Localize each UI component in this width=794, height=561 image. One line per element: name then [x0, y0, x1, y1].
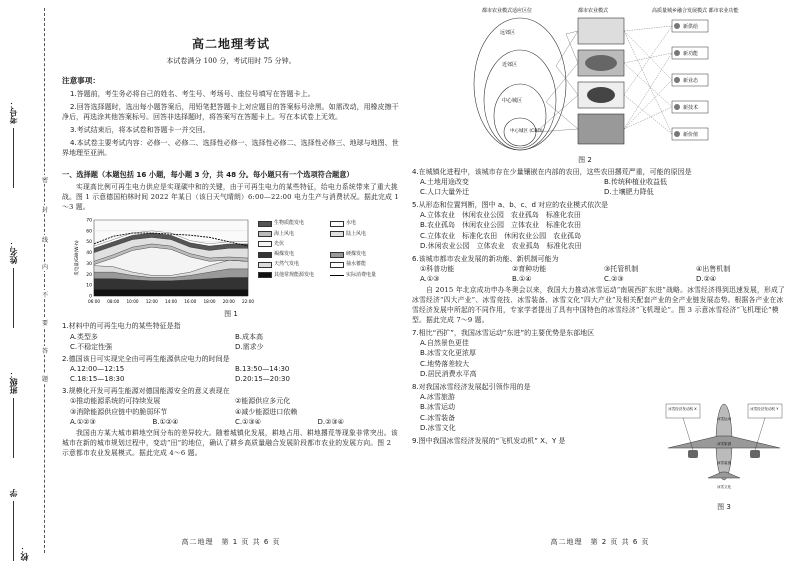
answer-option[interactable]: D.②③④ — [317, 417, 344, 426]
engine-y — [750, 450, 760, 458]
notice-heading: 注意事项： — [62, 75, 100, 85]
model-d — [578, 114, 624, 144]
answer-option[interactable]: B.农业孤岛 休闲农业公园 立体农业 标准化农田 — [420, 221, 582, 230]
legend-swatch — [258, 262, 272, 268]
label-body: 冰雪装备 — [716, 461, 732, 465]
legend-swatch — [258, 221, 272, 227]
answer-option[interactable]: ①科普功能 — [420, 264, 455, 273]
diagram-col-title: 高质量城乡融合发展模式 都市农业功能 — [652, 8, 739, 14]
legend-label: 其他常规能源发电 — [274, 271, 315, 278]
figure-3-caption: 图 3 — [717, 503, 731, 512]
legend-label: 海上风电 — [274, 230, 295, 237]
function-icon — [674, 23, 680, 29]
zone-label: 中心城区 — [502, 98, 523, 104]
x-tick-label: 22:00 — [241, 299, 255, 305]
answer-option[interactable]: D.需求少 — [235, 342, 264, 351]
model-b-shape — [585, 55, 617, 71]
legend-swatch — [330, 262, 344, 268]
answer-option[interactable]: D.冰雪文化 — [420, 424, 456, 433]
answer-options — [412, 264, 788, 274]
school-field[interactable]: 学校： — [9, 489, 29, 561]
exam-title: 高二地理考试 — [191, 37, 270, 51]
passage-1: 实现高比例可再生电力供应是实现碳中和的关键，由于可再生电力的某些特征，给电力系统带来了重大挑战。图 1 示意德国柏林时间 2022 年某日（该日天气晴朗）6:00—22:00 电力生产与消费状况。据此完成 1～3 题。 — [62, 182, 399, 211]
answer-option[interactable]: ④减少能源进口依赖 — [235, 407, 298, 416]
legend-item — [330, 231, 400, 238]
question-stem: 5.从形态和位置判断，图中 a、b、c、d 对应的农业模式依次是 — [412, 200, 609, 209]
question-stem: 8.对我国冰雪经济发展起引领作用的是 — [412, 382, 531, 391]
answer-option[interactable]: A.类型多 — [70, 332, 98, 341]
answer-options — [412, 274, 788, 284]
passage-3: 自 2015 年北京成功申办冬奥会以来，我国大力推动冰雪运动“南展西扩东进”战略。冰雪经济得到迅速发展，形成了冰雪经济“四大产业”、冰雪竞技、冰雪装备、冰雪文化“四大产业”及相关配套产业的全产业链发展态势。根据各产业在冰雪经济发展中所起的不同作用，专家学者提出了具有中国特色的冰雪经济“飞机理论”。图 3 示意冰雪经济“飞机理论”模型。据此完成 7～9 题。 — [412, 286, 786, 324]
question-stem: 2.德国该日可实现完全由可再生能源供应电力的时间是 — [62, 354, 230, 363]
answer-option[interactable]: D.土壤肥力降低 — [604, 188, 654, 197]
answer-option[interactable]: B.冰雪运动 — [420, 403, 456, 412]
answer-option[interactable]: C.不稳定性强 — [70, 342, 113, 351]
legend-swatch — [330, 252, 344, 258]
seal-word: 线 — [41, 237, 48, 244]
legend-item — [258, 272, 328, 279]
legend-label: 实际消费电量 — [346, 271, 377, 278]
figure-1 — [62, 216, 400, 308]
answer-option[interactable]: A.土地用途改变 — [420, 178, 469, 187]
zone-label: 近郊区 — [502, 62, 518, 68]
page-footer: 高二地理 第 1 页 共 6 页 — [181, 537, 281, 546]
answer-option[interactable]: C.冰雪装备 — [420, 413, 456, 422]
answer-options — [62, 332, 400, 352]
answer-options — [412, 338, 662, 380]
legend-label: 水电 — [346, 220, 357, 227]
power-chart — [72, 216, 255, 308]
y-tick-label: 30 — [86, 262, 92, 268]
area-series — [94, 290, 248, 297]
question-stem: 3.规模化开发可再生能源对德国能源安全的意义表现在 — [62, 387, 230, 396]
notice-item: 2.回答选择题时，选出每小题答案后，用铅笔把答题卡上对应题目的答案标号涂黑。如需改动，用橡皮擦干净后，再选涂其他答案标号。回答非选择题时，将答案写在答题卡上。写在本试卷上无效。 — [62, 102, 399, 121]
legend-item — [330, 251, 400, 258]
y-axis-label: 发电量/GW(W·h) — [75, 240, 80, 276]
legend-swatch — [258, 231, 272, 237]
function-label: 新价值 — [683, 132, 699, 138]
function-icon — [674, 104, 680, 110]
answer-option[interactable]: B.传统种植业收益低 — [604, 178, 668, 187]
legend-item — [330, 272, 400, 279]
seal-word: 不 — [41, 292, 48, 299]
answer-option[interactable]: ④出售机制 — [696, 264, 731, 273]
passage-2: 我国由方某大城市耕地空间分布的差异较大。随着城镇化发展，耕地占用、耕地撂荒等现象非常突出。该城市在新的城市规划过程中，变动“田”的地位，确认了耕乡高质量融合发展阶段都市农业的发展方向。图 2 示意都市农业发展模式。据此完成 4～6 题。 — [62, 428, 398, 457]
answer-option[interactable]: C.①③④ — [235, 417, 261, 426]
model-c-shape — [587, 87, 615, 103]
label-engine-y: 冰雪经济发动机 Y — [750, 407, 779, 411]
y-tick-label: 40 — [86, 251, 92, 257]
y-tick-label: 10 — [86, 283, 92, 289]
question-stem: 9.图中我国冰雪经济发展的“飞机发动机” X、Y 是 — [412, 436, 566, 445]
legend-item — [258, 231, 328, 238]
answer-option[interactable]: B.①②④ — [152, 417, 179, 426]
answer-options — [62, 364, 400, 384]
answer-option[interactable]: A.立体农业 休闲农业公园 农业孤岛 标准化农田 — [420, 210, 581, 219]
answer-option[interactable]: B.冰雪文化更浓厚 — [420, 349, 477, 358]
page-2 — [412, 0, 788, 561]
notice-item: 3.考试结束后，将本试卷和答题卡一并交回。 — [70, 125, 210, 134]
answer-options — [412, 392, 662, 434]
x-tick-label: 08:00 — [107, 299, 120, 305]
seal-word: 封 — [41, 207, 48, 214]
legend-item — [258, 241, 328, 248]
figure-3 — [664, 398, 784, 512]
questions-7-9 — [412, 328, 662, 446]
label-wing: 冰雪旅游 — [716, 442, 732, 446]
legend-swatch — [258, 241, 272, 247]
seal-line — [44, 8, 45, 553]
x-tick-label: 16:00 — [184, 299, 197, 305]
questions-1-3 — [62, 321, 400, 426]
answer-option[interactable]: C.②③ — [604, 274, 624, 283]
legend-swatch — [330, 275, 344, 276]
x-tick-label: 20:00 — [222, 299, 235, 305]
answer-option[interactable]: A.12:00—12:15 — [70, 365, 125, 374]
function-label: 新功能 — [683, 51, 699, 57]
zone-label: 远郊区 — [500, 30, 516, 36]
y-tick-label: 50 — [86, 240, 92, 246]
function-label: 新供给 — [683, 24, 699, 30]
legend-swatch — [330, 231, 344, 237]
answer-option[interactable]: C.人口大量外迁 — [420, 188, 470, 197]
answer-options — [412, 210, 788, 252]
label-fuselage: 冰雪运动 — [716, 417, 732, 421]
legend-item — [258, 261, 328, 268]
answer-option[interactable]: A.自然景色更佳 — [420, 338, 469, 347]
diagram-col-title: 都市农业模式 — [578, 8, 609, 14]
function-icon — [674, 50, 680, 56]
answer-option[interactable]: D.居民消费水平高 — [420, 370, 477, 379]
legend-swatch — [330, 221, 344, 227]
y-tick-label: 70 — [86, 218, 92, 224]
label-tail: 冰雪文化 — [716, 485, 732, 489]
tail — [708, 472, 740, 478]
figure-2-caption: 图 2 — [578, 156, 592, 164]
seal-word: 内 — [41, 264, 48, 271]
section-heading: 一、选择题（本题包括 16 小题，每小题 3 分，共 48 分。每小题只有一个选项符合题意） — [62, 170, 354, 180]
answer-option[interactable]: A.冰雪旅游 — [420, 392, 455, 401]
notice-item: 4.本试卷主要考试内容：必修一、必修二、选择性必修一、选择性必修二、选择性必修三、地球与地图、世界地理至亚洲。 — [62, 139, 399, 158]
answer-option[interactable]: C.地势落差较大 — [420, 359, 470, 368]
legend-item — [330, 261, 400, 268]
seal-word: 题 — [41, 376, 48, 383]
question-stem: 7.相比“西扩”，我国冰雪运动“东进”的主要优势是东部地区 — [412, 328, 595, 337]
notice-item: 1.答题前，考生务必将自己的姓名、考生号、考场号、座位号填写在答题卡上。 — [70, 89, 315, 98]
legend-swatch — [258, 252, 272, 258]
answer-option[interactable]: ③消除能源供应链中的脆弱环节 — [70, 407, 168, 416]
legend-label: 硬煤发电 — [346, 251, 367, 258]
binding-margin — [0, 0, 58, 561]
legend-label: 光伏 — [274, 240, 285, 247]
answer-option[interactable]: D.②④ — [696, 274, 717, 283]
function-boxes — [672, 20, 708, 140]
x-tick-label: 06:00 — [87, 299, 101, 305]
answer-option[interactable]: D.休闲农业公园 立体农业 农业孤岛 标准化农田 — [420, 242, 582, 251]
seal-word: 密 — [41, 177, 48, 184]
figure-1-caption: 图 1 — [224, 310, 238, 319]
model-a — [578, 18, 624, 44]
answer-options — [62, 417, 400, 427]
zone-center — [494, 84, 546, 148]
name-field[interactable]: 姓名： — [8, 240, 19, 328]
exam-number-field[interactable]: 考号： — [8, 100, 19, 188]
page-1 — [62, 0, 400, 561]
x-tick-label: 10:00 — [126, 299, 139, 305]
y-tick-label: 60 — [86, 229, 92, 235]
figure-2 — [412, 4, 788, 154]
answer-option[interactable]: B.成本高 — [235, 332, 264, 341]
page-footer: 高二地理 第 2 页 共 6 页 — [550, 537, 650, 546]
question-stem: 1.材料中的可再生电力的某些特征是指 — [62, 322, 181, 331]
legend-label: 陆上风电 — [346, 230, 367, 237]
exam-subtitle: 本试卷满分 100 分，考试用时 75 分钟。 — [166, 57, 296, 66]
function-icon — [674, 131, 680, 137]
answer-option[interactable]: C.立体农业 标准化农田 休闲农业公园 农业孤岛 — [420, 231, 582, 240]
answer-options — [62, 396, 400, 416]
x-tick-label: 14:00 — [164, 299, 178, 305]
engine-x — [688, 450, 698, 458]
legend-label: 抽水蓄能 — [346, 261, 367, 268]
answer-option[interactable]: D.20:15—20:30 — [235, 375, 290, 384]
notice-section — [62, 75, 400, 159]
zone-label: 中心城区 (CBD) — [510, 129, 543, 134]
agri-model-diagram — [472, 4, 739, 154]
answer-option[interactable]: ①推动能源系统的可持续发展 — [70, 397, 161, 406]
y-tick-label: 20 — [86, 273, 92, 279]
legend-label: 褐煤发电 — [274, 251, 295, 258]
x-tick-label: 12:00 — [145, 299, 158, 305]
answer-option[interactable]: ③托管机制 — [604, 264, 639, 273]
airplane-model — [664, 398, 784, 498]
question-stem: 4.在城镇化进程中，该城市存在少量镶嵌在内部的农田，这些农田撂荒严重，可能的原因是 — [412, 168, 692, 177]
chart-legend — [258, 220, 400, 279]
diagram-col-title: 都市农业模式适应区位 — [482, 8, 533, 14]
answer-option[interactable]: B.①④ — [512, 274, 532, 283]
legend-label: 天然气发电 — [274, 261, 300, 268]
label-engine-x: 冰雪经济发动机 X — [668, 407, 697, 411]
legend-item — [258, 220, 328, 227]
answer-option[interactable]: C.18:15—18:30 — [70, 375, 125, 384]
function-label: 新技术 — [683, 105, 699, 111]
answer-option[interactable]: A.①②③ — [70, 417, 96, 426]
seal-word: 答 — [41, 348, 48, 355]
answer-option[interactable]: B.13:50—14:30 — [235, 365, 290, 374]
questions-4-6 — [412, 167, 788, 284]
function-icon — [674, 77, 680, 83]
answer-option[interactable]: A.①③ — [420, 274, 440, 283]
function-label: 新业态 — [683, 78, 699, 84]
legend-label: 生物质能发电 — [274, 220, 305, 227]
legend-item — [330, 220, 400, 227]
seal-word: 要 — [41, 320, 48, 327]
answer-option[interactable]: ②能源供应多元化 — [235, 397, 291, 406]
question-stem: 6.该城市都市农业发展的新功能、新机制可能为 — [412, 254, 559, 263]
y-tick-label: 0 — [89, 294, 92, 300]
answer-option[interactable]: ②育种功能 — [512, 264, 547, 273]
legend-item — [258, 251, 328, 258]
answer-options — [412, 177, 788, 197]
legend-swatch — [258, 272, 272, 278]
x-tick-label: 18:00 — [203, 299, 216, 305]
class-field[interactable]: 班级： — [8, 370, 19, 458]
